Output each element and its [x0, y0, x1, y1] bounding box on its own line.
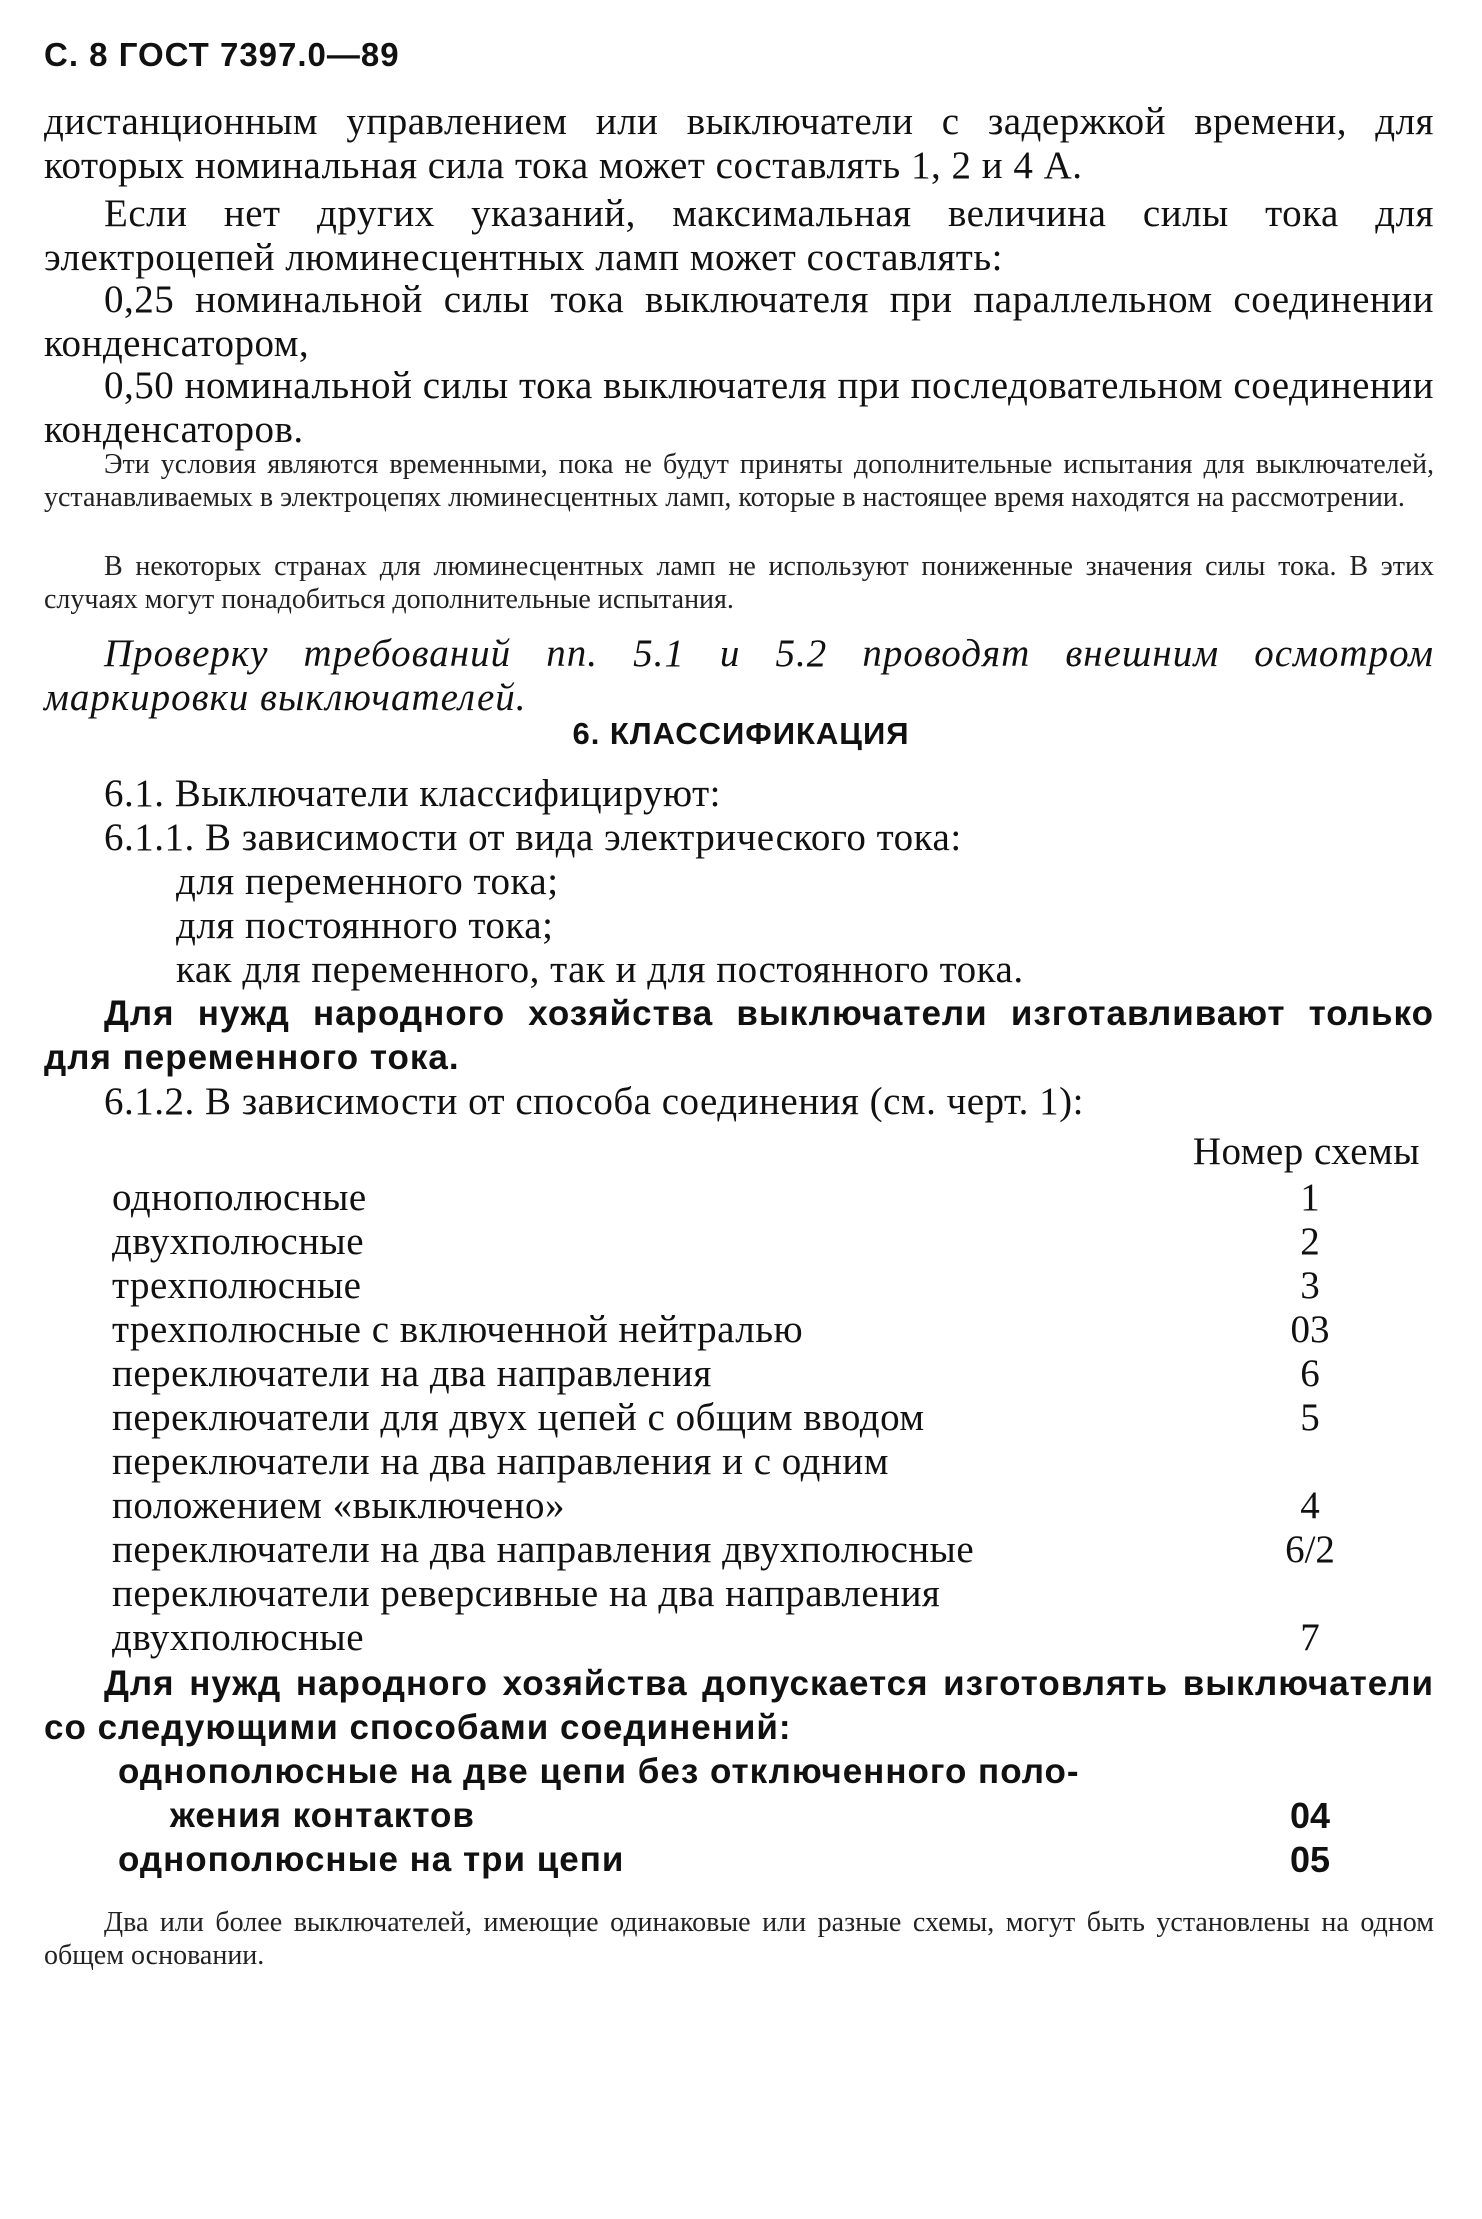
clause-6-1: 6.1. Выключатели классифицируют:	[104, 772, 721, 815]
bold-scheme-row-label: однополюсные на две цепи без отключенного поло-	[118, 1752, 1080, 1791]
bold-note-1: Для нужд народного хозяйства выключатели изготавливают только для переменного тока.	[44, 994, 1434, 1077]
scheme-row-label: переключатели на два направления двухполюсные	[112, 1528, 975, 1571]
current-type-ac: для переменного тока;	[176, 860, 559, 903]
note-1: Эти условия являются временными, пока не будут приняты дополнительные испытания для выключателей, устанавливаемых в электроцепях люминесцентных ламп, которые в настоящее время находятся на рассмотрении.	[44, 449, 1434, 513]
section-title: 6. КЛАССИФИКАЦИЯ	[572, 716, 910, 751]
clause-6-1-2: 6.1.2. В зависимости от способа соединения (см. черт. 1):	[104, 1080, 1084, 1123]
intro-paragraph-2: Если нет других указаний, максимальная величина силы тока для электроцепей люминесцентных ламп может составлять:	[44, 192, 1434, 279]
scheme-row-number: 03	[1290, 1308, 1330, 1351]
intro-paragraph-3: 0,25 номинальной силы тока выключателя при параллельном соединении конденсатором,	[44, 278, 1434, 365]
scheme-row-number: 3	[1300, 1264, 1320, 1307]
check-paragraph: Проверку требований пп. 5.1 и 5.2 проводят внешним осмотром маркировки выключателей.	[44, 632, 1434, 719]
bold-scheme-row-number: 04	[1289, 1795, 1331, 1836]
scheme-row-label: положением «выключено»	[112, 1484, 566, 1527]
clause-6-1-1: 6.1.1. В зависимости от вида электрического тока:	[104, 816, 962, 859]
intro-paragraph-1: дистанционным управлением или выключатели с задержкой времени, для которых номинальная сила тока может составлять 1, 2 и 4 А.	[44, 100, 1434, 187]
bold-scheme-row-number: 05	[1289, 1839, 1331, 1880]
scheme-row-label: переключатели для двух цепей с общим вводом	[112, 1396, 925, 1439]
scheme-row-label: переключатели реверсивные на два направления	[112, 1572, 941, 1615]
scheme-row-label: однополюсные	[112, 1176, 367, 1219]
scheme-row-label: переключатели на два направления	[112, 1352, 712, 1395]
scheme-row-label: переключатели на два направления и с одним	[112, 1440, 889, 1483]
intro-paragraph-4: 0,50 номинальной силы тока выключателя при последовательном соединении конденсаторов.	[44, 364, 1434, 451]
bold-note-2: Для нужд народного хозяйства допускается изготовлять выключатели со следующими способами соединений:	[44, 1664, 1434, 1747]
scheme-row-label: трехполюсные с включенной нейтралью	[112, 1308, 804, 1351]
final-note: Два или более выключателей, имеющие одинаковые или разные схемы, могут быть установлены на одном общем основании.	[44, 1907, 1434, 1971]
scheme-row-number: 2	[1300, 1220, 1320, 1263]
current-type-dc: для постоянного тока;	[176, 904, 554, 947]
scheme-row-number: 6/2	[1285, 1528, 1335, 1571]
scheme-row-number: 6	[1300, 1352, 1320, 1395]
scheme-row-number: 5	[1300, 1396, 1320, 1439]
note-2: В некоторых странах для люминесцентных ламп не используют пониженные значения силы тока. В этих случаях могут понадобиться дополнительные испытания.	[44, 551, 1434, 615]
bold-scheme-row-label: однополюсные на три цепи	[118, 1840, 625, 1879]
scheme-row-label: двухполюсные	[112, 1220, 365, 1263]
scheme-row-number: 4	[1300, 1484, 1320, 1527]
scheme-row-number: 7	[1300, 1616, 1320, 1659]
scheme-row-label: двухполюсные	[112, 1616, 365, 1659]
scheme-row-number: 1	[1300, 1176, 1320, 1219]
scheme-row-label: трехполюсные	[112, 1264, 362, 1307]
current-type-both: как для переменного, так и для постоянного тока.	[176, 948, 1024, 991]
bold-scheme-row-label: жения контактов	[170, 1796, 475, 1835]
scheme-number-header: Номер схемы	[1192, 1130, 1420, 1173]
page-header: С. 8 ГОСТ 7397.0—89	[44, 36, 400, 73]
